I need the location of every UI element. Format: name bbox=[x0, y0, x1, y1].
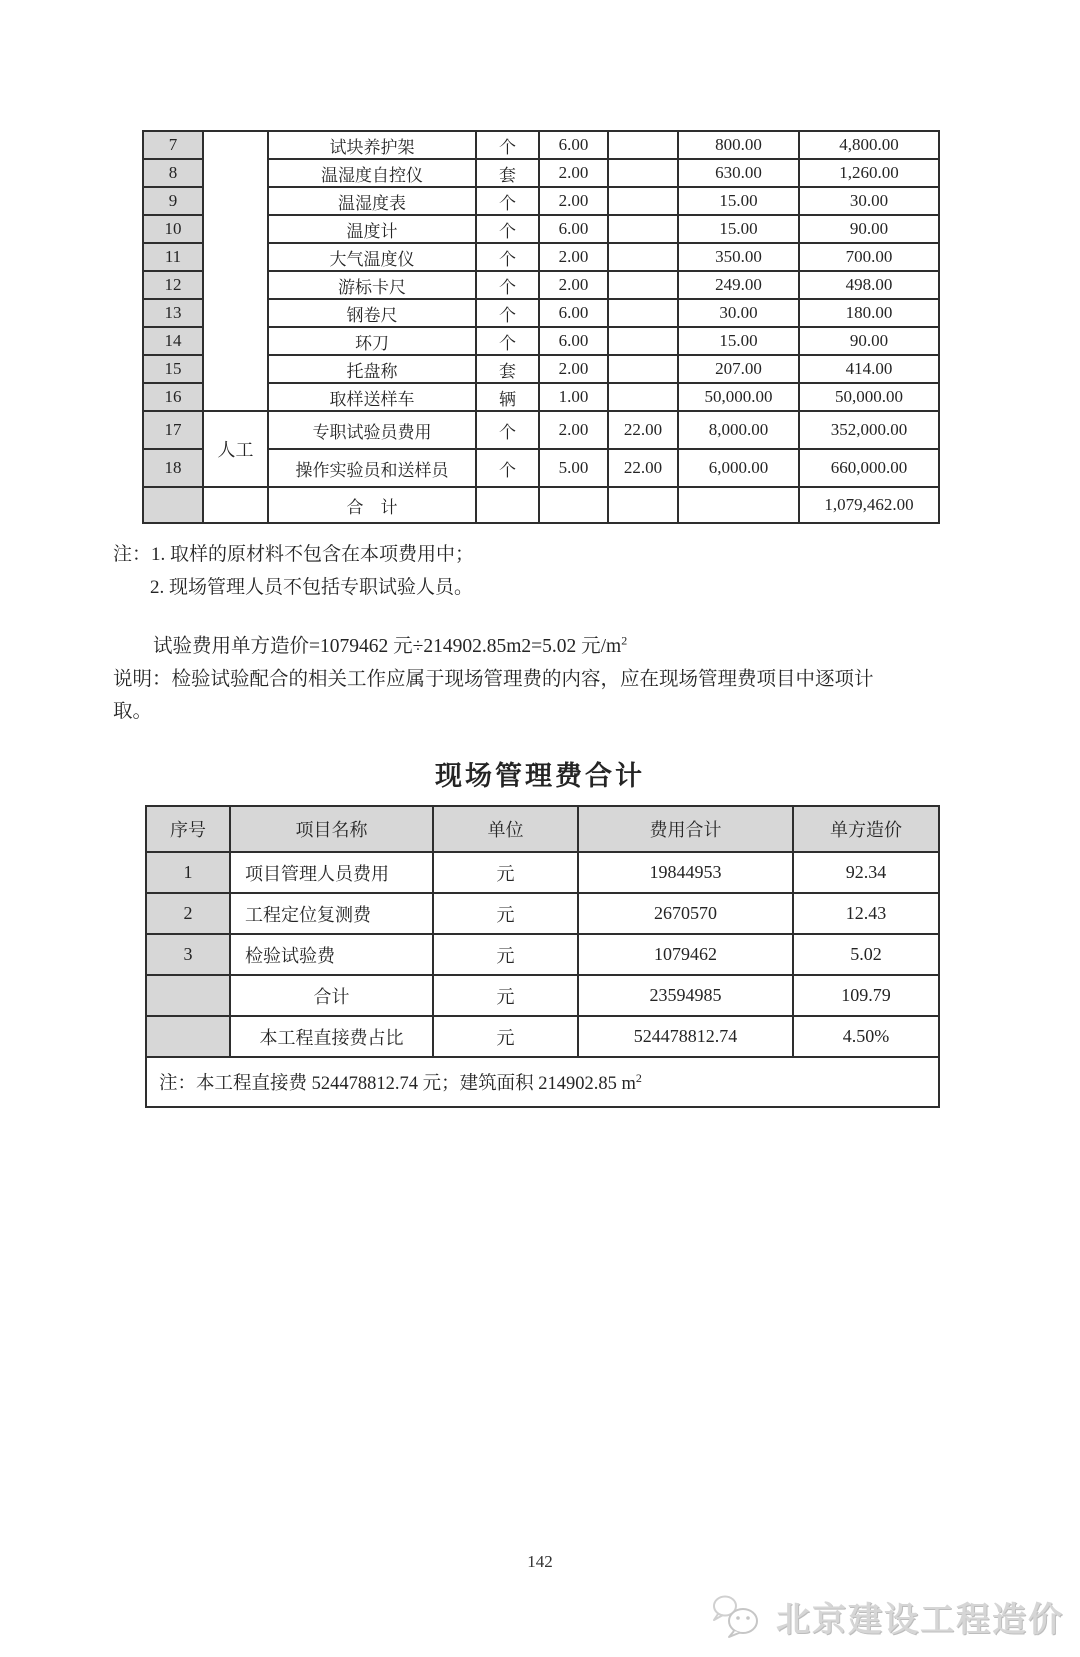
item-name: 温度计 bbox=[268, 215, 476, 243]
item-days bbox=[608, 159, 678, 187]
item-total: 1079462 bbox=[578, 934, 793, 975]
item-total: 90.00 bbox=[799, 327, 939, 355]
item-qty: 1.00 bbox=[539, 383, 608, 411]
remark-line-2: 取。 bbox=[113, 701, 153, 722]
empty-cell bbox=[539, 487, 608, 523]
row-no: 10 bbox=[143, 215, 203, 243]
item-price: 15.00 bbox=[678, 215, 799, 243]
remark-line-1: 说明：检验试验配合的相关工作应属于现场管理费的内容，应在现场管理费项目中逐项计 bbox=[113, 669, 874, 690]
empty-cell bbox=[678, 487, 799, 523]
item-days: 22.00 bbox=[608, 411, 678, 449]
table2-title: 现场管理费合计 bbox=[435, 761, 645, 791]
item-total: 1,260.00 bbox=[799, 159, 939, 187]
row-no: 2 bbox=[146, 893, 230, 934]
item-price: 15.00 bbox=[678, 327, 799, 355]
item-name: 项目管理人员费用 bbox=[230, 852, 433, 893]
table-total-row bbox=[143, 487, 939, 523]
item-price: 15.00 bbox=[678, 187, 799, 215]
header-no: 序号 bbox=[146, 806, 230, 852]
item-total: 2670570 bbox=[578, 893, 793, 934]
row-no: 1 bbox=[146, 852, 230, 893]
item-price: 249.00 bbox=[678, 271, 799, 299]
row-no bbox=[146, 975, 230, 1016]
empty-cell bbox=[608, 487, 678, 523]
item-unit: 套 bbox=[476, 159, 539, 187]
item-total: 50,000.00 bbox=[799, 383, 939, 411]
row-no: 16 bbox=[143, 383, 203, 411]
table2-note bbox=[146, 1057, 939, 1107]
item-price: 350.00 bbox=[678, 243, 799, 271]
row-no: 18 bbox=[143, 449, 203, 487]
item-total: 498.00 bbox=[799, 271, 939, 299]
item-qty: 5.00 bbox=[539, 449, 608, 487]
item-name: 托盘称 bbox=[268, 355, 476, 383]
item-unit: 辆 bbox=[476, 383, 539, 411]
item-price: 6,000.00 bbox=[678, 449, 799, 487]
item-unit: 个 bbox=[476, 327, 539, 355]
item-total: 524478812.74 bbox=[578, 1016, 793, 1057]
note-line-2: 2. 现场管理人员不包括专职试验人员。 bbox=[150, 577, 474, 598]
total-value: 1,079,462.00 bbox=[799, 487, 939, 523]
item-unit: 个 bbox=[476, 449, 539, 487]
category-labor-label: 人工 bbox=[203, 411, 268, 487]
row-no: 11 bbox=[143, 243, 203, 271]
item-unit: 个 bbox=[476, 411, 539, 449]
remark-paragraph bbox=[113, 664, 971, 728]
table-ratio-row bbox=[146, 1016, 939, 1057]
table-subtotal-row bbox=[146, 975, 939, 1016]
item-unit: 个 bbox=[476, 271, 539, 299]
item-unit: 个 bbox=[476, 131, 539, 159]
item-per-sqm: 12.43 bbox=[793, 893, 939, 934]
wechat-icon bbox=[710, 1594, 768, 1640]
item-name: 游标卡尺 bbox=[268, 271, 476, 299]
table-row bbox=[143, 411, 939, 449]
row-no: 9 bbox=[143, 187, 203, 215]
item-name: 检验试验费 bbox=[230, 934, 433, 975]
row-no: 17 bbox=[143, 411, 203, 449]
total-cat-cell bbox=[203, 487, 268, 523]
row-no: 13 bbox=[143, 299, 203, 327]
item-per-sqm: 4.50% bbox=[793, 1016, 939, 1057]
item-qty: 2.00 bbox=[539, 159, 608, 187]
item-price: 800.00 bbox=[678, 131, 799, 159]
item-name: 温湿度表 bbox=[268, 187, 476, 215]
table2-note-superscript: 2 bbox=[635, 1070, 642, 1085]
item-price: 207.00 bbox=[678, 355, 799, 383]
item-qty: 2.00 bbox=[539, 355, 608, 383]
header-total: 费用合计 bbox=[578, 806, 793, 852]
table2-note-text: 注：本工程直接费 524478812.74 元；建筑面积 214902.85 m bbox=[159, 1074, 636, 1094]
header-name: 项目名称 bbox=[230, 806, 433, 852]
management-fee-table bbox=[145, 805, 940, 1108]
item-name: 专职试验员费用 bbox=[268, 411, 476, 449]
row-no: 3 bbox=[146, 934, 230, 975]
row-no: 8 bbox=[143, 159, 203, 187]
item-name: 试块养护架 bbox=[268, 131, 476, 159]
table-row bbox=[146, 893, 939, 934]
subtotal-label: 合计 bbox=[230, 975, 433, 1016]
item-days bbox=[608, 383, 678, 411]
item-total: 180.00 bbox=[799, 299, 939, 327]
item-name: 钢卷尺 bbox=[268, 299, 476, 327]
item-days bbox=[608, 215, 678, 243]
item-name: 环刀 bbox=[268, 327, 476, 355]
item-days bbox=[608, 355, 678, 383]
item-days bbox=[608, 271, 678, 299]
item-unit: 个 bbox=[476, 299, 539, 327]
unit-cost-formula bbox=[153, 630, 1080, 658]
item-price: 8,000.00 bbox=[678, 411, 799, 449]
item-total: 23594985 bbox=[578, 975, 793, 1016]
item-qty: 6.00 bbox=[539, 327, 608, 355]
item-total: 19844953 bbox=[578, 852, 793, 893]
table-note-row bbox=[146, 1057, 939, 1107]
table1-notes bbox=[113, 538, 1080, 604]
item-qty: 6.00 bbox=[539, 131, 608, 159]
item-name: 操作实验员和送样员 bbox=[268, 449, 476, 487]
item-unit: 元 bbox=[433, 934, 578, 975]
test-fee-table bbox=[142, 130, 940, 524]
table-row bbox=[146, 852, 939, 893]
item-qty: 6.00 bbox=[539, 215, 608, 243]
item-qty: 2.00 bbox=[539, 411, 608, 449]
empty-cell bbox=[476, 487, 539, 523]
item-unit: 元 bbox=[433, 893, 578, 934]
item-name: 大气温度仪 bbox=[268, 243, 476, 271]
watermark bbox=[710, 1592, 1064, 1641]
category-cell-empty bbox=[203, 131, 268, 411]
row-no: 15 bbox=[143, 355, 203, 383]
item-unit: 元 bbox=[433, 1016, 578, 1057]
note-line-1: 注：1. 取样的原材料不包含在本项费用中； bbox=[113, 544, 475, 565]
total-no-cell bbox=[143, 487, 203, 523]
item-price: 30.00 bbox=[678, 299, 799, 327]
item-per-sqm: 92.34 bbox=[793, 852, 939, 893]
item-unit: 套 bbox=[476, 355, 539, 383]
row-no: 7 bbox=[143, 131, 203, 159]
item-days bbox=[608, 131, 678, 159]
row-no bbox=[146, 1016, 230, 1057]
item-total: 700.00 bbox=[799, 243, 939, 271]
formula-text: 试验费用单方造价=1079462 元÷214902.85m2=5.02 元/m bbox=[153, 636, 622, 657]
item-days bbox=[608, 299, 678, 327]
item-total: 4,800.00 bbox=[799, 131, 939, 159]
row-no: 14 bbox=[143, 327, 203, 355]
table-row bbox=[143, 131, 939, 159]
item-days bbox=[608, 327, 678, 355]
item-unit: 个 bbox=[476, 243, 539, 271]
item-price: 630.00 bbox=[678, 159, 799, 187]
item-total: 660,000.00 bbox=[799, 449, 939, 487]
table-header-row bbox=[146, 806, 939, 852]
item-name: 工程定位复测费 bbox=[230, 893, 433, 934]
item-unit: 元 bbox=[433, 975, 578, 1016]
total-label: 合 计 bbox=[268, 487, 476, 523]
header-per-sqm: 单方造价 bbox=[793, 806, 939, 852]
item-days bbox=[608, 243, 678, 271]
item-unit: 个 bbox=[476, 215, 539, 243]
item-qty: 2.00 bbox=[539, 187, 608, 215]
table-row bbox=[146, 934, 939, 975]
item-price: 50,000.00 bbox=[678, 383, 799, 411]
item-qty: 2.00 bbox=[539, 243, 608, 271]
page-number: 142 bbox=[527, 1552, 553, 1571]
ratio-label: 本工程直接费占比 bbox=[230, 1016, 433, 1057]
header-unit: 单位 bbox=[433, 806, 578, 852]
item-name: 取样送样车 bbox=[268, 383, 476, 411]
item-total: 30.00 bbox=[799, 187, 939, 215]
row-no: 12 bbox=[143, 271, 203, 299]
item-qty: 2.00 bbox=[539, 271, 608, 299]
item-days: 22.00 bbox=[608, 449, 678, 487]
formula-superscript: 2 bbox=[621, 633, 628, 648]
item-per-sqm: 109.79 bbox=[793, 975, 939, 1016]
item-days bbox=[608, 187, 678, 215]
item-total: 90.00 bbox=[799, 215, 939, 243]
watermark-text: 北京建设工程造价 bbox=[776, 1602, 1064, 1639]
item-qty: 6.00 bbox=[539, 299, 608, 327]
item-per-sqm: 5.02 bbox=[793, 934, 939, 975]
item-unit: 个 bbox=[476, 187, 539, 215]
item-unit: 元 bbox=[433, 852, 578, 893]
item-total: 352,000.00 bbox=[799, 411, 939, 449]
item-total: 414.00 bbox=[799, 355, 939, 383]
item-name: 温湿度自控仪 bbox=[268, 159, 476, 187]
